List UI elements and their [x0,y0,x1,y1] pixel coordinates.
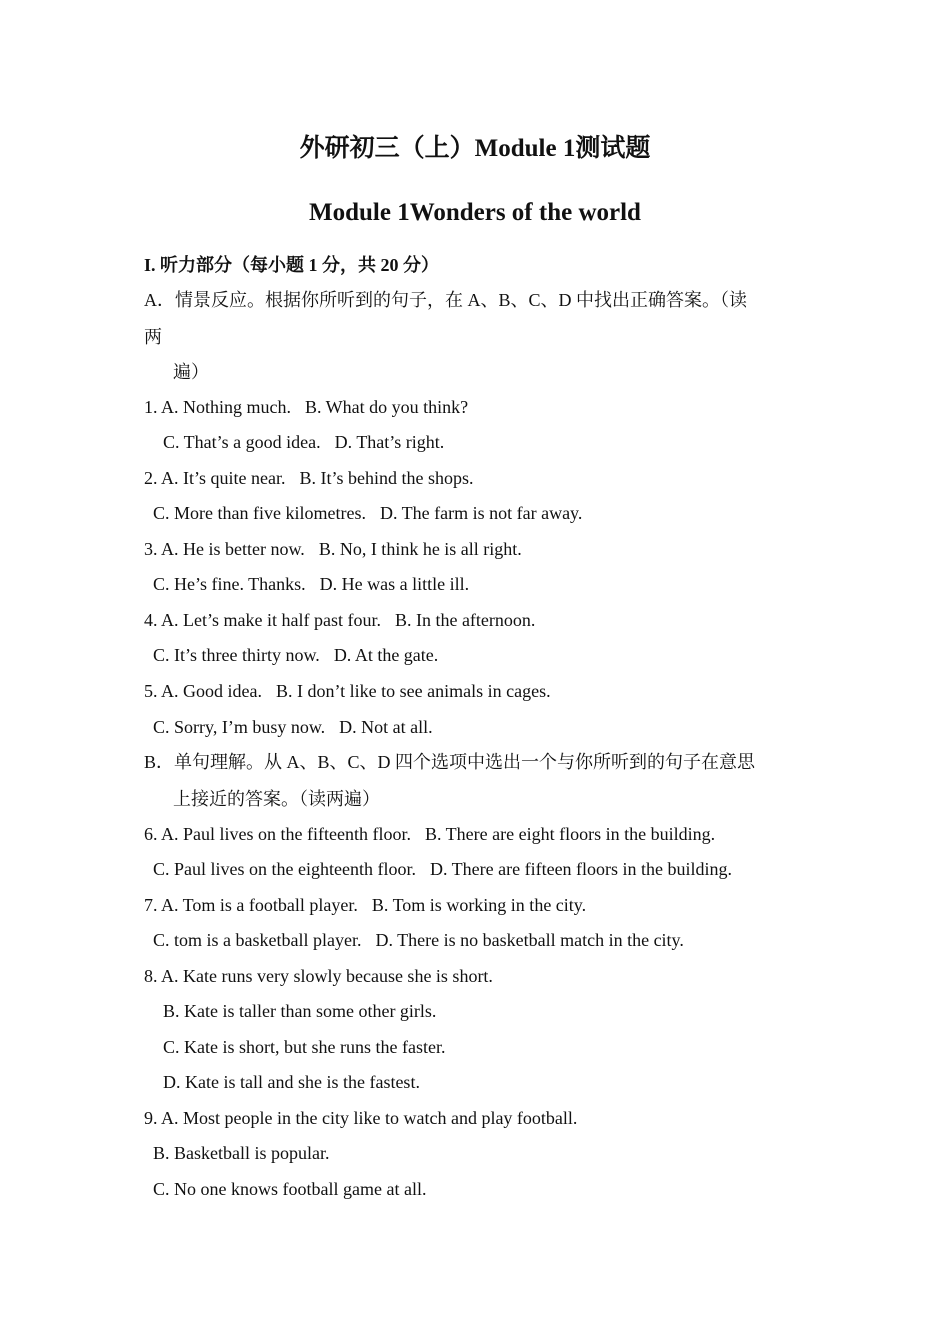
q5-option-a: 5. A. Good idea. [144,681,262,701]
q3-option-b: B. No, I think he is all right. [318,539,522,559]
q6-option-d: D. There are fifteen floors in the building. [429,859,733,879]
page-subtitle: Module 1Wonders of the world [309,199,641,226]
q2-option-a: 2. A. It’s quite near. [144,468,286,488]
question-4-row-1 [144,609,535,631]
q3-option-c: C. He’s fine. Thanks. [153,574,306,594]
q6-option-a: 6. A. Paul lives on the fifteenth floor. [144,824,411,844]
question-4-row-2 [153,644,438,666]
section-heading: I. 听力部分（每小题 1 分，共 20 分） [144,255,440,275]
question-3-row-1 [144,538,522,560]
q2-option-c: C. More than five kilometres. [153,503,366,523]
part-a-instruction-line-3: 遍） [173,362,209,382]
question-5-row-1 [144,680,551,702]
q5-option-d: D. Not at all. [339,717,433,737]
q1-option-a: 1. A. Nothing much. [144,397,291,417]
q6-option-c: C. Paul lives on the eighteenth floor. [153,859,416,879]
page-title: 外研初三（上）Module 1测试题 [299,135,651,162]
q8-option-a: 8. A. Kate runs very slowly because she is short. [144,966,493,986]
q3-option-a: 3. A. He is better now. [144,539,305,559]
q2-option-d: D. The farm is not far away. [379,503,583,523]
q9-option-a: 9. A. Most people in the city like to watch and play football. [144,1108,578,1128]
q7-option-a: 7. A. Tom is a football player. [144,895,358,915]
q4-option-a: 4. A. Let’s make it half past four. [144,610,381,630]
part-a-instruction-line-2: 两 [144,327,162,347]
q5-option-b: B. I don’t like to see animals in cages. [275,681,551,701]
question-6-row-1 [144,823,715,845]
question-5-row-2 [153,716,433,738]
q4-option-d: D. At the gate. [333,645,439,665]
question-2-row-2 [153,502,582,524]
q8-option-c: C. Kate is short, but she runs the faster. [163,1037,446,1057]
q9-option-b: B. Basketball is popular. [153,1143,330,1163]
q5-option-c: C. Sorry, I’m busy now. [153,717,326,737]
q4-option-c: C. It’s three thirty now. [153,645,320,665]
question-3-row-2 [153,573,469,595]
q7-option-c: C. tom is a basketball player. [153,930,362,950]
q4-option-b: B. In the afternoon. [394,610,536,630]
part-b-instruction-line-1: B．单句理解。从 A、B、C、D 四个选项中选出一个与你所听到的句子在意思 [144,752,756,772]
q7-option-b: B. Tom is working in the city. [371,895,587,915]
q3-option-d: D. He was a little ill. [319,574,470,594]
q1-option-d: D. That’s right. [334,432,445,452]
q7-option-d: D. There is no basketball match in the city. [375,930,684,950]
q1-option-b: B. What do you think? [305,397,469,417]
question-7-row-2 [153,929,684,951]
question-6-row-2 [153,858,732,880]
part-a-instruction-line-1: A．情景反应。根据你所听到的句子，在 A、B、C、D 中找出正确答案。（读 [144,290,748,310]
question-1-row-2 [163,431,444,453]
part-b-instruction-line-2: 上接近的答案。（读两遍） [173,789,380,809]
question-1-row-1 [144,396,468,418]
q6-option-b: B. There are eight floors in the building. [424,824,716,844]
question-2-row-1 [144,467,473,489]
q1-option-c: C. That’s a good idea. [163,432,321,452]
question-7-row-1 [144,894,586,916]
q8-option-d: D. Kate is tall and she is the fastest. [163,1072,420,1092]
q8-option-b: B. Kate is taller than some other girls. [163,1001,437,1021]
q9-option-c: C. No one knows football game at all. [153,1179,427,1199]
q2-option-b: B. It’s behind the shops. [299,468,474,488]
